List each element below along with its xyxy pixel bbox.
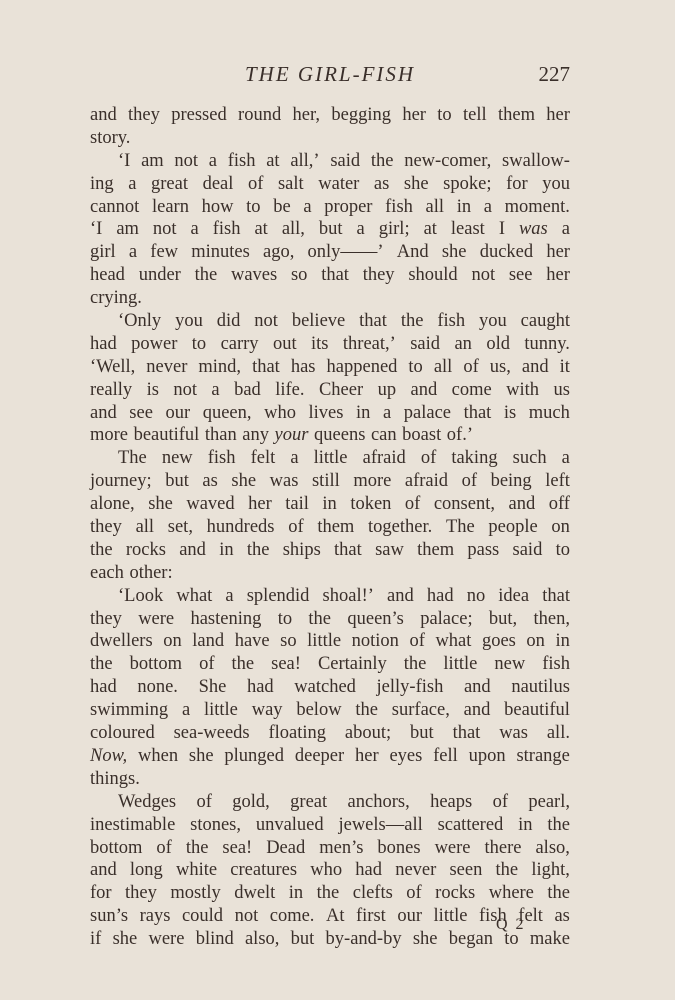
text-line: ing a great deal of salt water as she spoke; for you [90, 173, 570, 194]
text-line: story. [90, 127, 131, 148]
text-line: they all set, hundreds of them together. The people on [90, 517, 570, 538]
text-line: had none. She had watched jelly-fish and nautilus [90, 677, 570, 698]
chapter-title: THE GIRL-FISH [245, 62, 416, 86]
text-line: Wedges of gold, great anchors, heaps of pearl, [118, 791, 570, 812]
text-line: The new fish felt a little afraid of taking such a [118, 448, 570, 469]
text-line: alone, she waved her tail in token of consent, and off [90, 494, 570, 515]
text-line: each other: [90, 562, 173, 583]
text-line: ‘Only you did not believe that the fish you caught [118, 311, 570, 332]
text-line: and see our queen, who lives in a palace that is much [90, 402, 570, 423]
text-line: and they pressed round her, begging her to tell them her [90, 105, 570, 125]
signature-mark: Q 2 [496, 916, 526, 933]
page-number: 227 [538, 62, 570, 86]
text-line: girl a few minutes ago, only——’ And she ducked her [90, 242, 570, 263]
text-line: dwellers on land have so little notion of what goes on in [90, 631, 570, 652]
text-line: ‘Look what a splendid shoal!’ and had no idea that [118, 585, 570, 606]
text-line: ‘I am not a fish at all, but a girl; at least I was a [90, 219, 570, 240]
text-line: the rocks and in the ships that saw them pass said to [90, 539, 570, 560]
body-text [90, 104, 570, 951]
text-line: the bottom of the sea! Certainly the little new fish [90, 654, 570, 675]
text-line: swimming a little way below the surface, and beautiful [90, 700, 570, 721]
text-line: had power to carry out its threat,’ said an old tunny. [90, 333, 570, 354]
text-line: sun’s rays could not come. At first our little fish felt as [90, 906, 570, 927]
text-line: more beautiful than any your queens can boast of.’ [90, 425, 473, 446]
text-line: Now, when she plunged deeper her eyes fell upon strange [90, 745, 570, 766]
text-line: things. [90, 768, 140, 789]
text-line: crying. [90, 288, 142, 309]
text-line: head under the waves so that they should not see her [90, 265, 570, 286]
text-line: cannot learn how to be a proper fish all in a moment. [90, 196, 570, 217]
text-line: and long white creatures who had never seen the light, [90, 860, 570, 881]
text-line: bottom of the sea! Dead men’s bones were there also, [90, 837, 570, 858]
text-line: coloured sea-weeds floating about; but that was all. [90, 723, 570, 744]
text-line: if she were blind also, but by-and-by she began to make [90, 929, 570, 950]
running-head [90, 62, 570, 88]
text-line: they were hastening to the queen’s palace; but, then, [90, 608, 570, 629]
text-line: inestimable stones, unvalued jewels—all scattered in the [90, 814, 570, 835]
text-line: ‘I am not a fish at all,’ said the new-comer, swallow- [118, 150, 570, 171]
text-line: journey; but as she was still more afraid of being left [90, 471, 570, 492]
text-line: ‘Well, never mind, that has happened to all of us, and it [90, 356, 570, 377]
text-line: for they mostly dwelt in the clefts of rocks where the [90, 883, 570, 904]
text-line: really is not a bad life. Cheer up and come with us [90, 379, 570, 400]
